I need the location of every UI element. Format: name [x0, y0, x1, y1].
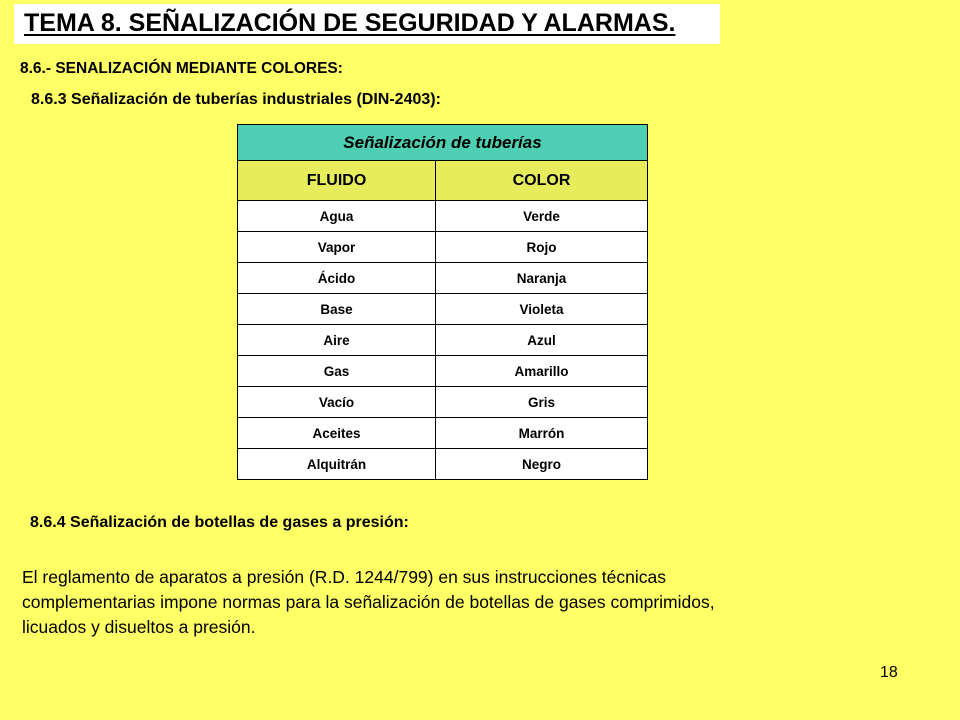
fluid-cell: Vapor [238, 232, 436, 263]
paragraph-line: El reglamento de aparatos a presión (R.D. 1244/799) en sus instrucciones técnicas [22, 567, 666, 587]
page-title: TEMA 8. SEÑALIZACIÓN DE SEGURIDAD Y ALARMAS. [24, 9, 676, 37]
column-header-color: COLOR [436, 161, 648, 201]
color-cell: Naranja [436, 263, 648, 294]
fluid-cell: Gas [238, 356, 436, 387]
color-cell: Marrón [436, 418, 648, 449]
color-cell: Verde [436, 201, 648, 232]
fluid-cell: Aire [238, 325, 436, 356]
fluid-cell: Ácido [238, 263, 436, 294]
color-cell: Rojo [436, 232, 648, 263]
table-caption: Señalización de tuberías [238, 125, 648, 161]
regulation-paragraph [22, 565, 922, 640]
table-row [238, 232, 648, 263]
fluid-cell: Aceites [238, 418, 436, 449]
table-row [238, 449, 648, 480]
column-header-fluid: FLUIDO [238, 161, 436, 201]
table-row [238, 201, 648, 232]
table-row [238, 263, 648, 294]
pipe-signaling-table [237, 124, 648, 480]
section-heading: 8.6.- SENALIZACIÓN MEDIANTE COLORES: [20, 60, 343, 77]
table-row [238, 294, 648, 325]
table-row [238, 325, 648, 356]
color-cell: Violeta [436, 294, 648, 325]
fluid-cell: Vacío [238, 387, 436, 418]
subsection-pipes-heading: 8.6.3 Señalización de tuberías industriales (DIN-2403): [31, 91, 441, 108]
color-cell: Gris [436, 387, 648, 418]
subsection-bottles-heading: 8.6.4 Señalización de botellas de gases a presión: [30, 514, 409, 531]
color-cell: Amarillo [436, 356, 648, 387]
color-cell: Azul [436, 325, 648, 356]
fluid-cell: Agua [238, 201, 436, 232]
page-number: 18 [880, 664, 898, 681]
table-row [238, 418, 648, 449]
fluid-cell: Base [238, 294, 436, 325]
table-row [238, 356, 648, 387]
paragraph-line: complementarias impone normas para la señalización de botellas de gases comprimidos, [22, 592, 715, 612]
paragraph-line: licuados y disueltos a presión. [22, 617, 256, 637]
fluid-cell: Alquitrán [238, 449, 436, 480]
table-row [238, 387, 648, 418]
color-cell: Negro [436, 449, 648, 480]
